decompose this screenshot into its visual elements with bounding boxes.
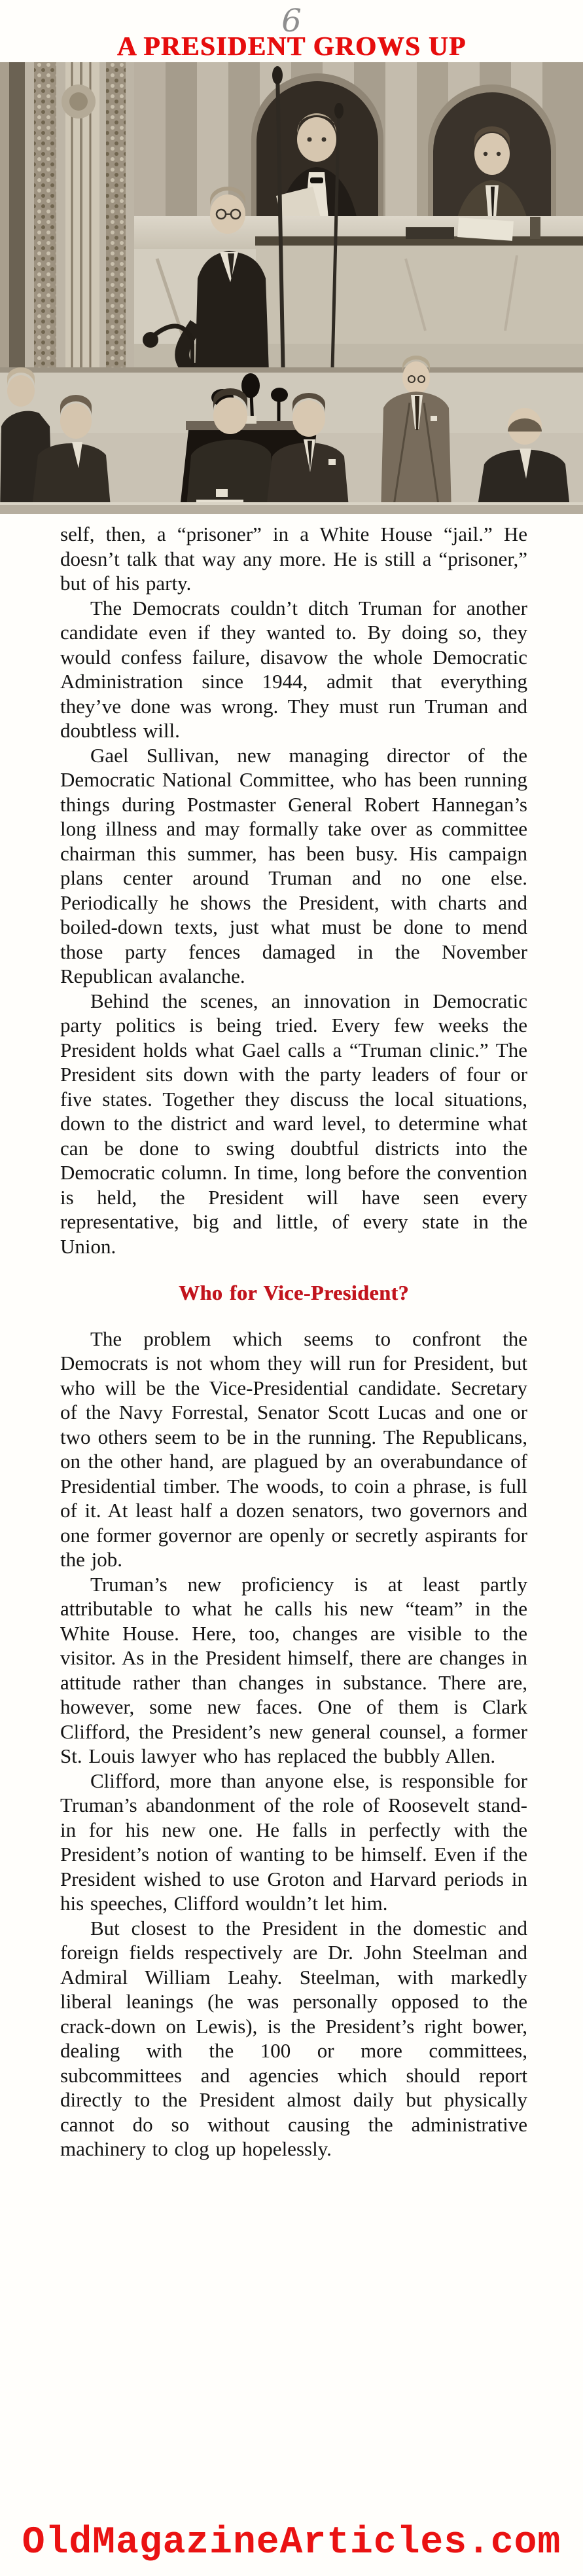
official-portrait-arch-right — [428, 84, 556, 236]
wall-ledge — [0, 367, 583, 373]
article-paragraph: But closest to the President in the domestic and foreign fields respectively are Dr. John Steelman and Admiral William Leahy. Steelman, with markedly liberal leanings (he was personally opposed to the crack-down on Lewis), is the President’s right bower, dealing with the 100 or more committees, subcommittees and agencies which should report directly to the President almost daily but physically cannot do so without causing the administrative machinery to clog up hopelessly. — [60, 1916, 527, 2160]
table-edge — [0, 505, 583, 514]
page-number: 6 — [281, 3, 302, 39]
site-watermark: OldMagazineArticles.com — [22, 2522, 561, 2564]
article-paragraph: Clifford, more than anyone else, is responsible for Truman’s abandonment of the role of Roosevelt stand-in for his new one. He falls in perfectly with the President’s notion of wanting to be himself. Even if the President wished to use Groton and Harvard periods in his speeches, Clifford wouldn’t let him. — [60, 1769, 527, 1915]
marble-columns — [0, 62, 134, 390]
article-paragraph: The Democrats couldn’t ditch Truman for another candidate even if they wanted to. By doing so, they would confess failure, disavow the whole Democratic Administration since 1944, admit that everything they’ve done was wrong. They must run Truman and doubtless will. — [60, 596, 527, 742]
article-photo — [0, 62, 583, 514]
article-section-2 — [60, 1327, 527, 2162]
article-section-1 — [60, 522, 527, 1259]
capitol-rostrum-illustration — [0, 62, 583, 514]
article-paragraph: Gael Sullivan, new managing director of the Democratic National Committee, who has been running things during Postmaster General Robert Hannegan’s long illness and may formally take over as committee chairman this summer, has been busy. His campaign plans center around Truman and no one else. Periodically he shows the President, with charts and boiled-down texts, just what must be done to mend those party fences damaged in the November Republican avalanche. — [60, 743, 527, 987]
article-paragraph: Truman’s new proficiency is at least partly attributable to what he calls his new “team” in the White House. Here, too, changes are visible to the visitor. As in the President himself, there are changes in attitude rather than changes in substance. There are, however, some new faces. One of them is Clark Clifford, the President’s new general counsel, a former St. Louis lawyer who has replaced the bubbly Allen. — [60, 1572, 527, 1767]
article-body — [60, 522, 527, 2162]
table-highlight — [0, 502, 583, 505]
article-headline: A PRESIDENT GROWS UP — [116, 31, 467, 61]
article-paragraph: Behind the scenes, an innovation in Democratic party politics is being tried. Every few weeks the President holds what Gael calls a “Truman clinic.” The President sits down with the party leaders of four or five states. Together they discuss the local situations, down to the district and ward level, to determine what can be done to swing doubtful districts into the Democratic column. In time, long before the convention is held, the President will have seen every representative, big and little, of every state in the Union. — [60, 989, 527, 1258]
article-subheading: Who for Vice-President? — [178, 1281, 410, 1304]
article-paragraph: The problem which seems to confront the Democrats is not whom they will run for President, but who will be the Vice-Presidential candidate. Secretary of the Navy Forrestal, Senator Scott Lucas and one or two others seem to be in the running. The Republicans, on the other hand, are plagued by an overabundance of Presidential timber. The woods, to coin a phrase, is full of it. At least half a dozen senators, two governors and one former governor are openly or secretly aspirants for the job. — [60, 1327, 527, 1571]
article-paragraph: self, then, a “prisoner” in a White House “jail.” He doesn’t talk that way any more. He is still a “prisoner,” but of his party. — [60, 523, 527, 595]
